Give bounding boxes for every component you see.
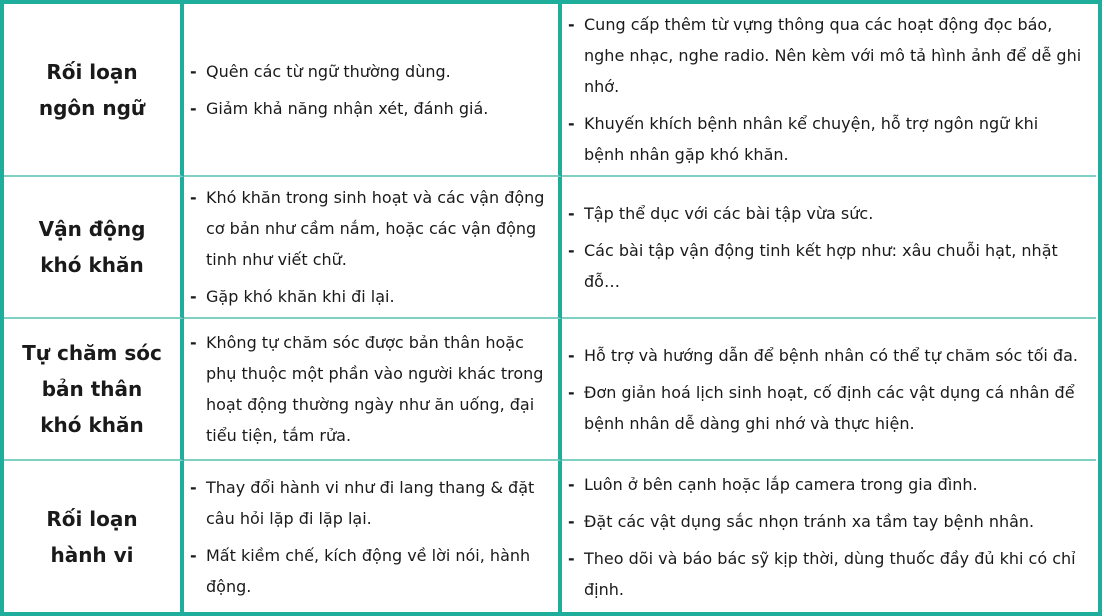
item-text: Tập thể dục với các bài tập vừa sức. bbox=[584, 203, 874, 223]
list-item bbox=[190, 281, 548, 312]
list-item bbox=[568, 543, 1082, 605]
category-cell bbox=[4, 177, 184, 319]
item-text: Theo dõi và báo bác sỹ kịp thời, dùng thuốc đầy đủ khi có chỉ định. bbox=[584, 548, 1076, 599]
dash-bullet: - bbox=[568, 15, 575, 34]
item-text: Khó khăn trong sinh hoạt và các vận động cơ bản như cầm nắm, hoặc các vận động tinh như viết chữ. bbox=[206, 188, 545, 269]
dash-bullet: - bbox=[568, 114, 575, 133]
list-item bbox=[568, 469, 1082, 500]
category-cell bbox=[4, 319, 184, 461]
interventions-cell bbox=[562, 177, 1096, 319]
dash-bullet: - bbox=[190, 61, 197, 81]
item-text: Đơn giản hoá lịch sinh hoạt, cố định các vật dụng cá nhân để bệnh nhân dễ dàng ghi nhớ và thực hiện. bbox=[584, 382, 1075, 433]
list-item bbox=[568, 235, 1082, 297]
item-text: Không tự chăm sóc được bản thân hoặc phụ thuộc một phần vào người khác trong hoạt động thường ngày như ăn uống, đại tiểu tiện, tắm rửa. bbox=[206, 333, 544, 445]
dash-bullet: - bbox=[568, 345, 575, 365]
category-line: bản thân bbox=[41, 377, 143, 401]
category-cell bbox=[4, 4, 184, 177]
dash-bullet: - bbox=[568, 548, 575, 568]
interventions-cell bbox=[562, 4, 1096, 177]
category-line: khó khăn bbox=[40, 253, 144, 277]
dash-bullet: - bbox=[190, 188, 197, 207]
list-item bbox=[190, 56, 548, 87]
category-cell bbox=[4, 461, 184, 612]
category-line: khó khăn bbox=[40, 413, 144, 437]
dash-bullet: - bbox=[190, 98, 197, 118]
list-item bbox=[568, 377, 1082, 439]
symptoms-cell bbox=[184, 177, 562, 319]
category-line: ngôn ngữ bbox=[38, 95, 146, 120]
dash-bullet: - bbox=[568, 474, 575, 494]
dash-bullet: - bbox=[568, 203, 575, 223]
list-item bbox=[568, 506, 1082, 537]
list-item bbox=[568, 9, 1082, 102]
item-text: Thay đổi hành vi như đi lang thang & đặt câu hỏi lặp đi lặp lại. bbox=[206, 477, 535, 528]
symptoms-cell bbox=[184, 319, 562, 461]
dash-bullet: - bbox=[190, 287, 197, 306]
symptoms-cell bbox=[184, 461, 562, 612]
category-line: Rối loạn bbox=[46, 59, 138, 84]
item-text: Khuyến khích bệnh nhân kể chuyện, hỗ trợ ngôn ngữ khi bệnh nhân gặp khó khăn. bbox=[584, 114, 1039, 164]
dash-bullet: - bbox=[190, 545, 197, 565]
list-item bbox=[190, 182, 548, 275]
list-item bbox=[190, 472, 548, 534]
item-text: Giảm khả năng nhận xét, đánh giá. bbox=[206, 98, 489, 118]
list-item bbox=[190, 327, 548, 451]
interventions-cell bbox=[562, 319, 1096, 461]
list-item bbox=[190, 93, 548, 124]
list-item bbox=[568, 198, 1082, 229]
category-line: Vận động bbox=[38, 217, 146, 241]
list-item bbox=[190, 540, 548, 602]
list-item bbox=[568, 108, 1082, 170]
item-text: Gặp khó khăn khi đi lại. bbox=[206, 287, 395, 306]
symptoms-cell bbox=[184, 4, 562, 177]
item-text: Cung cấp thêm từ vựng thông qua các hoạt động đọc báo, nghe nhạc, nghe radio. Nên kèm với mô tả hình ảnh để dễ ghi nhớ. bbox=[584, 15, 1082, 96]
item-text: Đặt các vật dụng sắc nhọn tránh xa tầm tay bệnh nhân. bbox=[584, 511, 1035, 531]
dash-bullet: - bbox=[568, 240, 575, 260]
dash-bullet: - bbox=[190, 477, 197, 497]
list-item bbox=[568, 340, 1082, 371]
dash-bullet: - bbox=[568, 511, 575, 531]
category-line: hành vi bbox=[50, 542, 134, 567]
item-text: Luôn ở bên cạnh hoặc lắp camera trong gia đình. bbox=[584, 474, 978, 494]
dash-bullet: - bbox=[190, 333, 197, 352]
item-text: Mất kiềm chế, kích động về lời nói, hành động. bbox=[206, 545, 531, 596]
dash-bullet: - bbox=[568, 382, 575, 402]
item-text: Quên các từ ngữ thường dùng. bbox=[206, 61, 451, 81]
interventions-cell bbox=[562, 461, 1096, 612]
category-line: Rối loạn bbox=[46, 506, 138, 531]
item-text: Hỗ trợ và hướng dẫn để bệnh nhân có thể tự chăm sóc tối đa. bbox=[584, 345, 1078, 365]
category-line: Tự chăm sóc bbox=[22, 341, 162, 365]
item-text: Các bài tập vận động tinh kết hợp như: xâu chuỗi hạt, nhặt đỗ… bbox=[584, 240, 1058, 291]
